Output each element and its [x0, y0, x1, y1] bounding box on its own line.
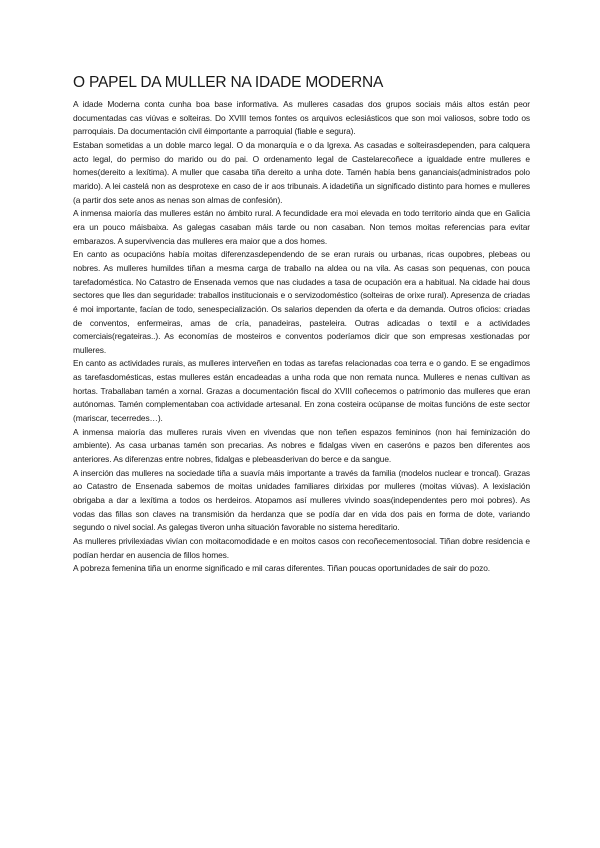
document-title: O PAPEL DA MULLER NA IDADE MODERNA — [73, 74, 384, 91]
paragraph-occupations: En canto as ocupacións había moitas diferenzasdependendo de se eran rurais ou urbanas, ricas oupobres, plebeas ou nobres. As mulleres humildes tiñan a mesma carga de traballo na aldea ou na vila. As casas son pequenas, con pouca tarefadoméstica. No Catastro de Ensenada vemos que nas ciudades a tasa de ocupación era a habitual. Na cidade hai dous sectores que lles dan seguridade: traballos institucionais e o servizodoméstico (solteiras de orixe rural). Apresenza de criadas é moi importante, facían de todo, senespecialización. Os salarios dependen da oferta e da demanda. Outros oficios: criadas de conventos, enfermeiras, amas de cría, panadeiras, pasteleira. Outras adicadas o textil e a actividades comerciais(regateiras..). As economías de mosteiros e conventos poderíamos dicir que son empresas xestionadas por mulleres. — [73, 249, 530, 355]
paragraph-rural-demography: A inmensa maioría das mulleres están no ámbito rural. A fecundidade era moi elevada en todo territorio ainda que en Galicia era un pouco máisbaixa. As galegas casaban máis tarde ou non casaban. Non temos moitas referencias para evitar embarazos. A supervivencia das mulleres era maior que a dos homes. — [73, 208, 530, 246]
paragraph-family: A inserción das mulleres na sociedade tiña a suavía máis importante a través da familia (modelos nuclear e troncal). Grazas ao Catastro de Ensenada sabemos de moitas unidades familiares dirixidas por mulleres (moitas viúvas). A lexislación obrigaba a dar a lexítima a todos os herdeiros. Atopamos así mulleres vivindo soas(independentes pero moi pobres). As vodas das fillas son claves na transmisión da herdanza que se podía dar en vida dos pais en forma de dote, variando segundo o nivel social. As galegas tiveron unha situación favorable no sistema hereditario. — [73, 467, 530, 533]
paragraph-housing: A inmensa maioría das mulleres rurais viven en vivendas que non teñen espazos femininos (non hai feminización do ambiente). As casa urbanas tamén son precarias. As nobres e fidalgas viven en caseróns e pazos ben diferentes aos anteriores. As diferenzas entre nobres, fidalgas e plebeasderivan do berce e da sangue. — [73, 426, 530, 465]
document-body — [73, 98, 530, 576]
paragraph-sources: A idade Moderna conta cunha boa base informativa. As mulleres casadas dos grupos sociais máis altos están peor documentadas cas viúvas e solteiras. Do XVIII temos fontes os arquivos eclesiásticos que son moi valiosos, sobre todo os parroquiais. Da documentación civil éimportante a parroquial (fiable e segura). — [73, 99, 530, 137]
paragraph-privileged-women: As mulleres privilexiadas vivían con moitacomodidade e en moitos casos con recoñecementosocial. Tiñan dobre residencia e podían herdar en ausencia de fillos homes. — [73, 536, 530, 560]
paragraph-rural-activities: En canto as actividades rurais, as mulleres interveñen en todas as tarefas relacionadas coa terra e o gando. E se engadimos as tarefasdomésticas, estas mulleres están encadeadas a unha roda que non remata nunca. Mulleres e nenas cultivan as hortas. Traballaban tamén a xornal. Grazas a documentación fiscal do XVIII coñecemos o patrimonio das mulleres que eran autónomas. Tamén complementaban coa actividade artesanal. En zona costeira ocúpanse de moitas funcións de este sector (mariscar, tecerredes…). — [73, 358, 530, 424]
paragraph-legal-framework: Estaban sometidas a un doble marco legal. O da monarquía e o da Igrexa. As casadas e solteirasdependen, para calquera acto legal, do permiso do marido ou do pai. O ordenamento legal de Castelarecoñece a igualdade entre mulleres e homes(dereito a lexítima). A muller que casaba tiña dereito a unha dote. Tamén había bens gananciais(administrados polo marido). A lei castelá non as desprotexe en caso de ir aos tribunais. A idadetiña un significado distinto para homes e mulleres (a partir dos sete anos as nenas son almas de confesión). — [73, 139, 530, 205]
paragraph-poverty: A pobreza femenina tiña un enorme significado e mil caras diferentes. Tiñan poucas oportunidades de sair do pozo. — [73, 563, 491, 574]
